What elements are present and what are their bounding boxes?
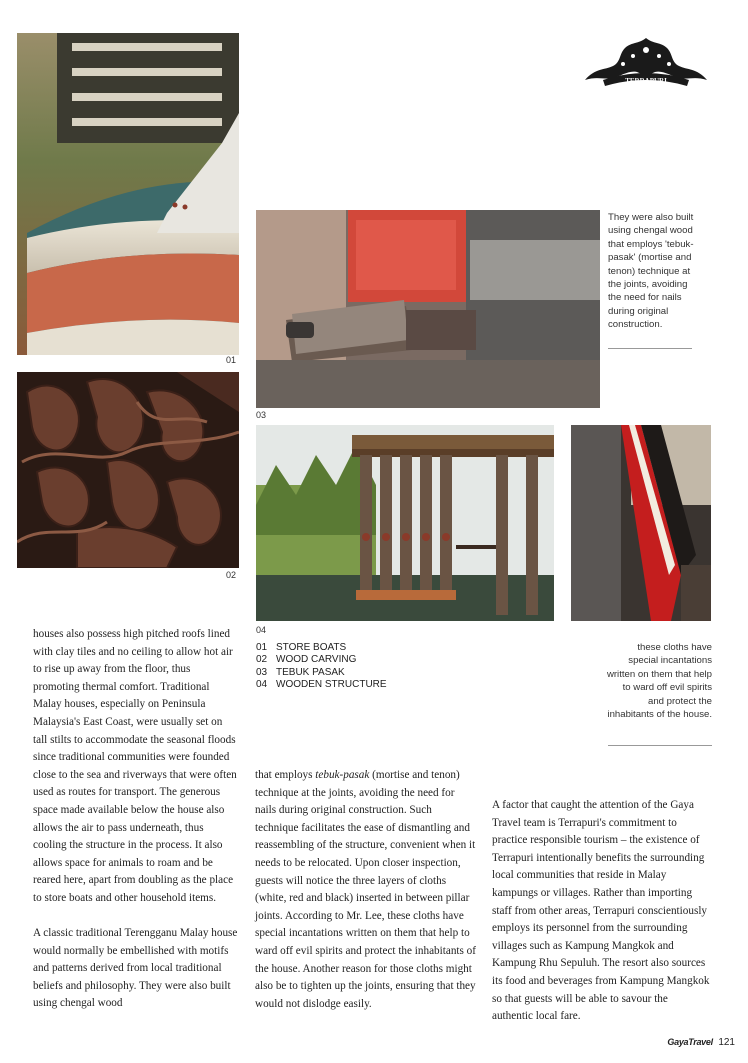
caption-right-rule bbox=[608, 745, 712, 746]
figure-number-02: 02 bbox=[226, 570, 237, 580]
caption-item bbox=[256, 654, 456, 666]
tebuk-pasak-image bbox=[256, 210, 600, 408]
figure-number-03: 03 bbox=[256, 410, 267, 420]
body-text: that employs bbox=[255, 769, 316, 781]
body-paragraph bbox=[255, 767, 478, 1013]
caption-item-number: 04 bbox=[256, 678, 268, 690]
caption-item-number: 01 bbox=[256, 642, 268, 653]
figure-number-04: 04 bbox=[256, 625, 267, 635]
terrapuri-logo bbox=[583, 36, 709, 92]
photo-wooden-structure bbox=[256, 425, 554, 621]
magazine-name: GayaTravel bbox=[667, 1037, 713, 1047]
photo-store-boats bbox=[17, 33, 239, 355]
body-paragraph: houses also possess high pitched roofs lined with clay tiles and no ceiling to allow hot air to rise up away from the floor, thus promoting thermal comfort. Traditional Malay houses, especially on Peninsula Malaysia's East Coast, were usually set on tall stilts to accommodate the seasonal floods since traditional communities were founded close to the sea and riverways that were often used as routes for transport. The generous space made available below the house also allows the air to pass underneath, thus cooling the structure in the process. It also allows space for animals to roam and be reared here, apart from doubling as the place to store boats and other household items. bbox=[33, 628, 237, 904]
store-boats-image bbox=[17, 33, 239, 355]
sidebar-caption-right: these cloths have special incantations written on them that help to ward off evil spirits and protect the inhabitants of the house. bbox=[606, 642, 712, 721]
body-text-italic: tebuk-pasak bbox=[315, 769, 370, 781]
photo-cloths bbox=[571, 425, 711, 621]
caption-item bbox=[256, 642, 456, 654]
body-text: (mortise and tenon) technique at the joints, avoiding the need for nails during original construction. Such technique facilitates the ease of dismantling and reassembling of the structure, convenient when it needs to be relocated. Upon closer inspection, guests will notice the three layers of cloths (white, red and black) inserted in between pillar joints. According to Mr. Lee, these cloths have special incantations written on them that help to ward off evil spirits and protect the inhabitants of the house. Another reason for those cloths might also be to tighten up the joints, ensuring that they would not dislodge easily. bbox=[255, 769, 477, 1010]
cloths-image bbox=[571, 425, 711, 621]
body-paragraph: A classic traditional Terengganu Malay house would normally be embellished with motifs and patterns derived from local traditional beliefs and philosophy. They were also built using chengal wood bbox=[33, 927, 238, 1010]
body-column-2 bbox=[255, 767, 478, 1013]
page-footer bbox=[655, 1037, 735, 1048]
body-column-1 bbox=[33, 626, 238, 1013]
photo-tebuk-pasak bbox=[256, 210, 600, 408]
logo-wordmark: TERRAPURI bbox=[625, 77, 667, 85]
caption-item-label: STORE BOATS bbox=[276, 642, 347, 653]
photo-wood-carving bbox=[17, 372, 239, 568]
caption-item bbox=[256, 667, 456, 679]
wood-carving-image bbox=[17, 372, 239, 568]
figure-number-01: 01 bbox=[226, 355, 237, 365]
caption-item-label: WOODEN STRUCTURE bbox=[276, 678, 387, 690]
body-paragraph: A factor that caught the attention of the Gaya Travel team is Terrapuri's commitment to practice responsible tourism – the existence of Terrapuri intentionally benefits the surrounding local communities that reside in Malay kampungs or villages. Rather than importing staff from other areas, Terrapuri conscientiously employs its personnel from the surrounding villages such as Kampung Mangkok and Kampung Rhu Sepuluh. The resort also sources its food and beverages from Kampung Mangkok so that guests will be able to savour the authentic local fare. bbox=[492, 799, 710, 1023]
sidebar-caption-top: They were also built using chengal wood that employs 'tebuk-pasak' (mortise and tenon) technique at the joints, avoiding the need for nails during original construction. bbox=[608, 212, 694, 331]
caption-item-number: 03 bbox=[256, 666, 268, 678]
caption-top-rule bbox=[608, 348, 692, 349]
caption-item-label: TEBUK PASAK bbox=[276, 666, 345, 678]
terrapuri-logo-emblem bbox=[583, 36, 709, 92]
body-column-3 bbox=[492, 797, 710, 1026]
wooden-structure-image bbox=[256, 425, 554, 621]
page-number: 121 bbox=[718, 1037, 735, 1048]
caption-item-number: 02 bbox=[256, 654, 268, 666]
caption-item-label: WOOD CARVING bbox=[276, 654, 357, 666]
caption-list bbox=[256, 642, 456, 691]
caption-item bbox=[256, 679, 456, 691]
